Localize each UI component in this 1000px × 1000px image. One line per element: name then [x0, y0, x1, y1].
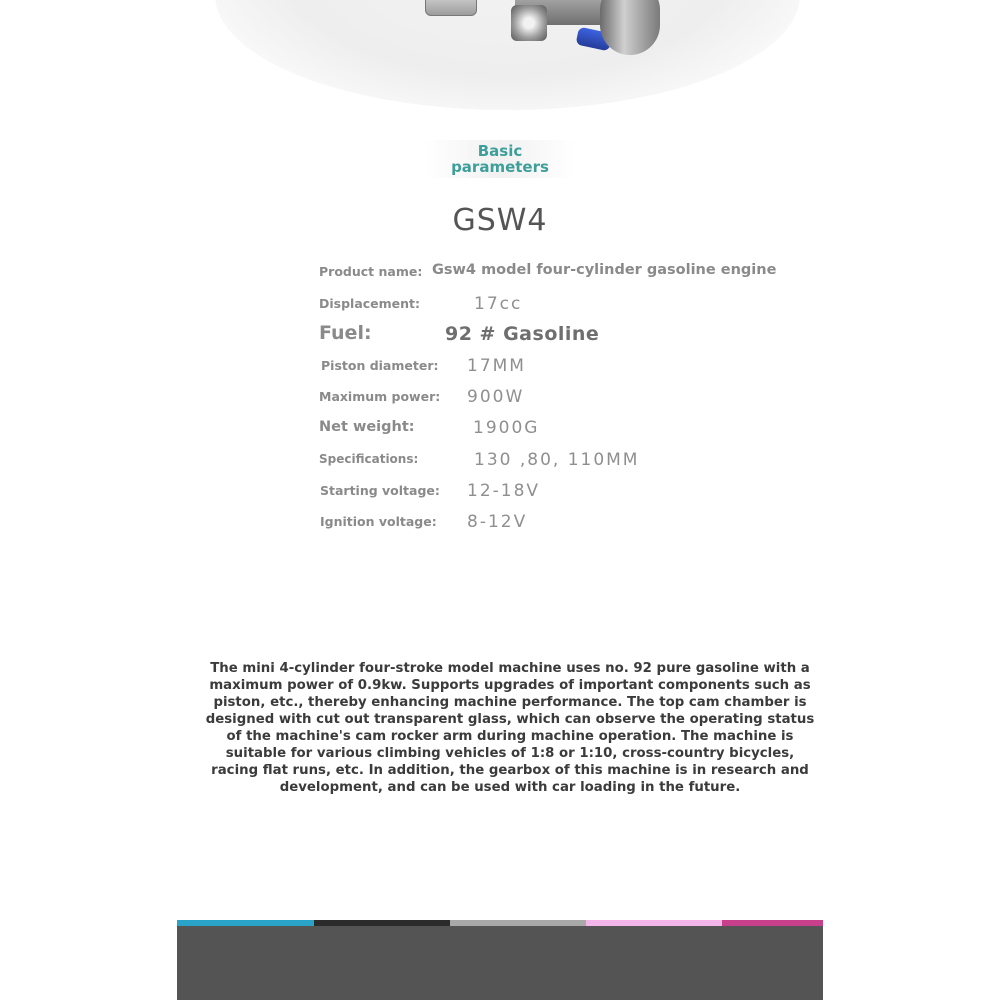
product-description: The mini 4-cylinder four-stroke model machine uses no. 92 pure gasoline with a maximum power of 0.9kw. Supports upgrades of important components such as piston, etc., thereby enhancing machine performance. The top cam chamber is designed with cut out transparent glass, which can observe the operating status of the machine's cam rocker arm during machine operation. The machine is suitable for various climbing vehicles of 1:8 or 1:10, cross-country bicycles, racing flat runs, etc. In addition, the gearbox of this machine is in research and development, and can be used with car loading in the future.	[205, 661, 815, 795]
spec-value-ignition-voltage: 8-12V	[467, 512, 528, 532]
spec-label-displacement: Displacement:	[319, 296, 421, 311]
spec-value-starting-voltage: 12-18V	[467, 481, 541, 501]
engine-bolt	[511, 5, 547, 41]
badge-line-2: parameters	[451, 158, 549, 176]
spec-value-displacement: 17cc	[474, 294, 523, 314]
spec-label-ignition-voltage: Ignition voltage:	[320, 514, 437, 529]
spec-value-product-name: Gsw4 model four-cylinder gasoline engine	[432, 262, 777, 278]
spec-value-fuel: 92 # Gasoline	[445, 323, 600, 345]
model-title: GSW4	[452, 203, 548, 238]
footer-band	[177, 926, 823, 1000]
spec-value-piston-diameter: 17MM	[467, 356, 526, 376]
spec-value-net-weight: 1900G	[473, 418, 540, 438]
spec-label-starting-voltage: Starting voltage:	[320, 483, 440, 498]
spec-label-fuel: Fuel:	[319, 322, 372, 344]
hero-background	[215, 0, 800, 110]
engine-product-image	[215, 0, 800, 112]
engine-block-left	[425, 0, 477, 16]
spec-label-piston-diameter: Piston diameter:	[321, 358, 439, 373]
badge-line-1: Basic	[477, 142, 523, 160]
spec-value-maximum-power: 900W	[467, 387, 525, 407]
basic-parameters-badge	[425, 140, 575, 178]
spec-label-maximum-power: Maximum power:	[319, 389, 441, 404]
spec-value-specifications: 130 ,80, 110MM	[474, 450, 640, 470]
spec-label-product-name: Product name:	[319, 264, 423, 279]
spec-label-net-weight: Net weight:	[319, 419, 415, 435]
spec-label-specifications: Specifications:	[319, 452, 419, 466]
